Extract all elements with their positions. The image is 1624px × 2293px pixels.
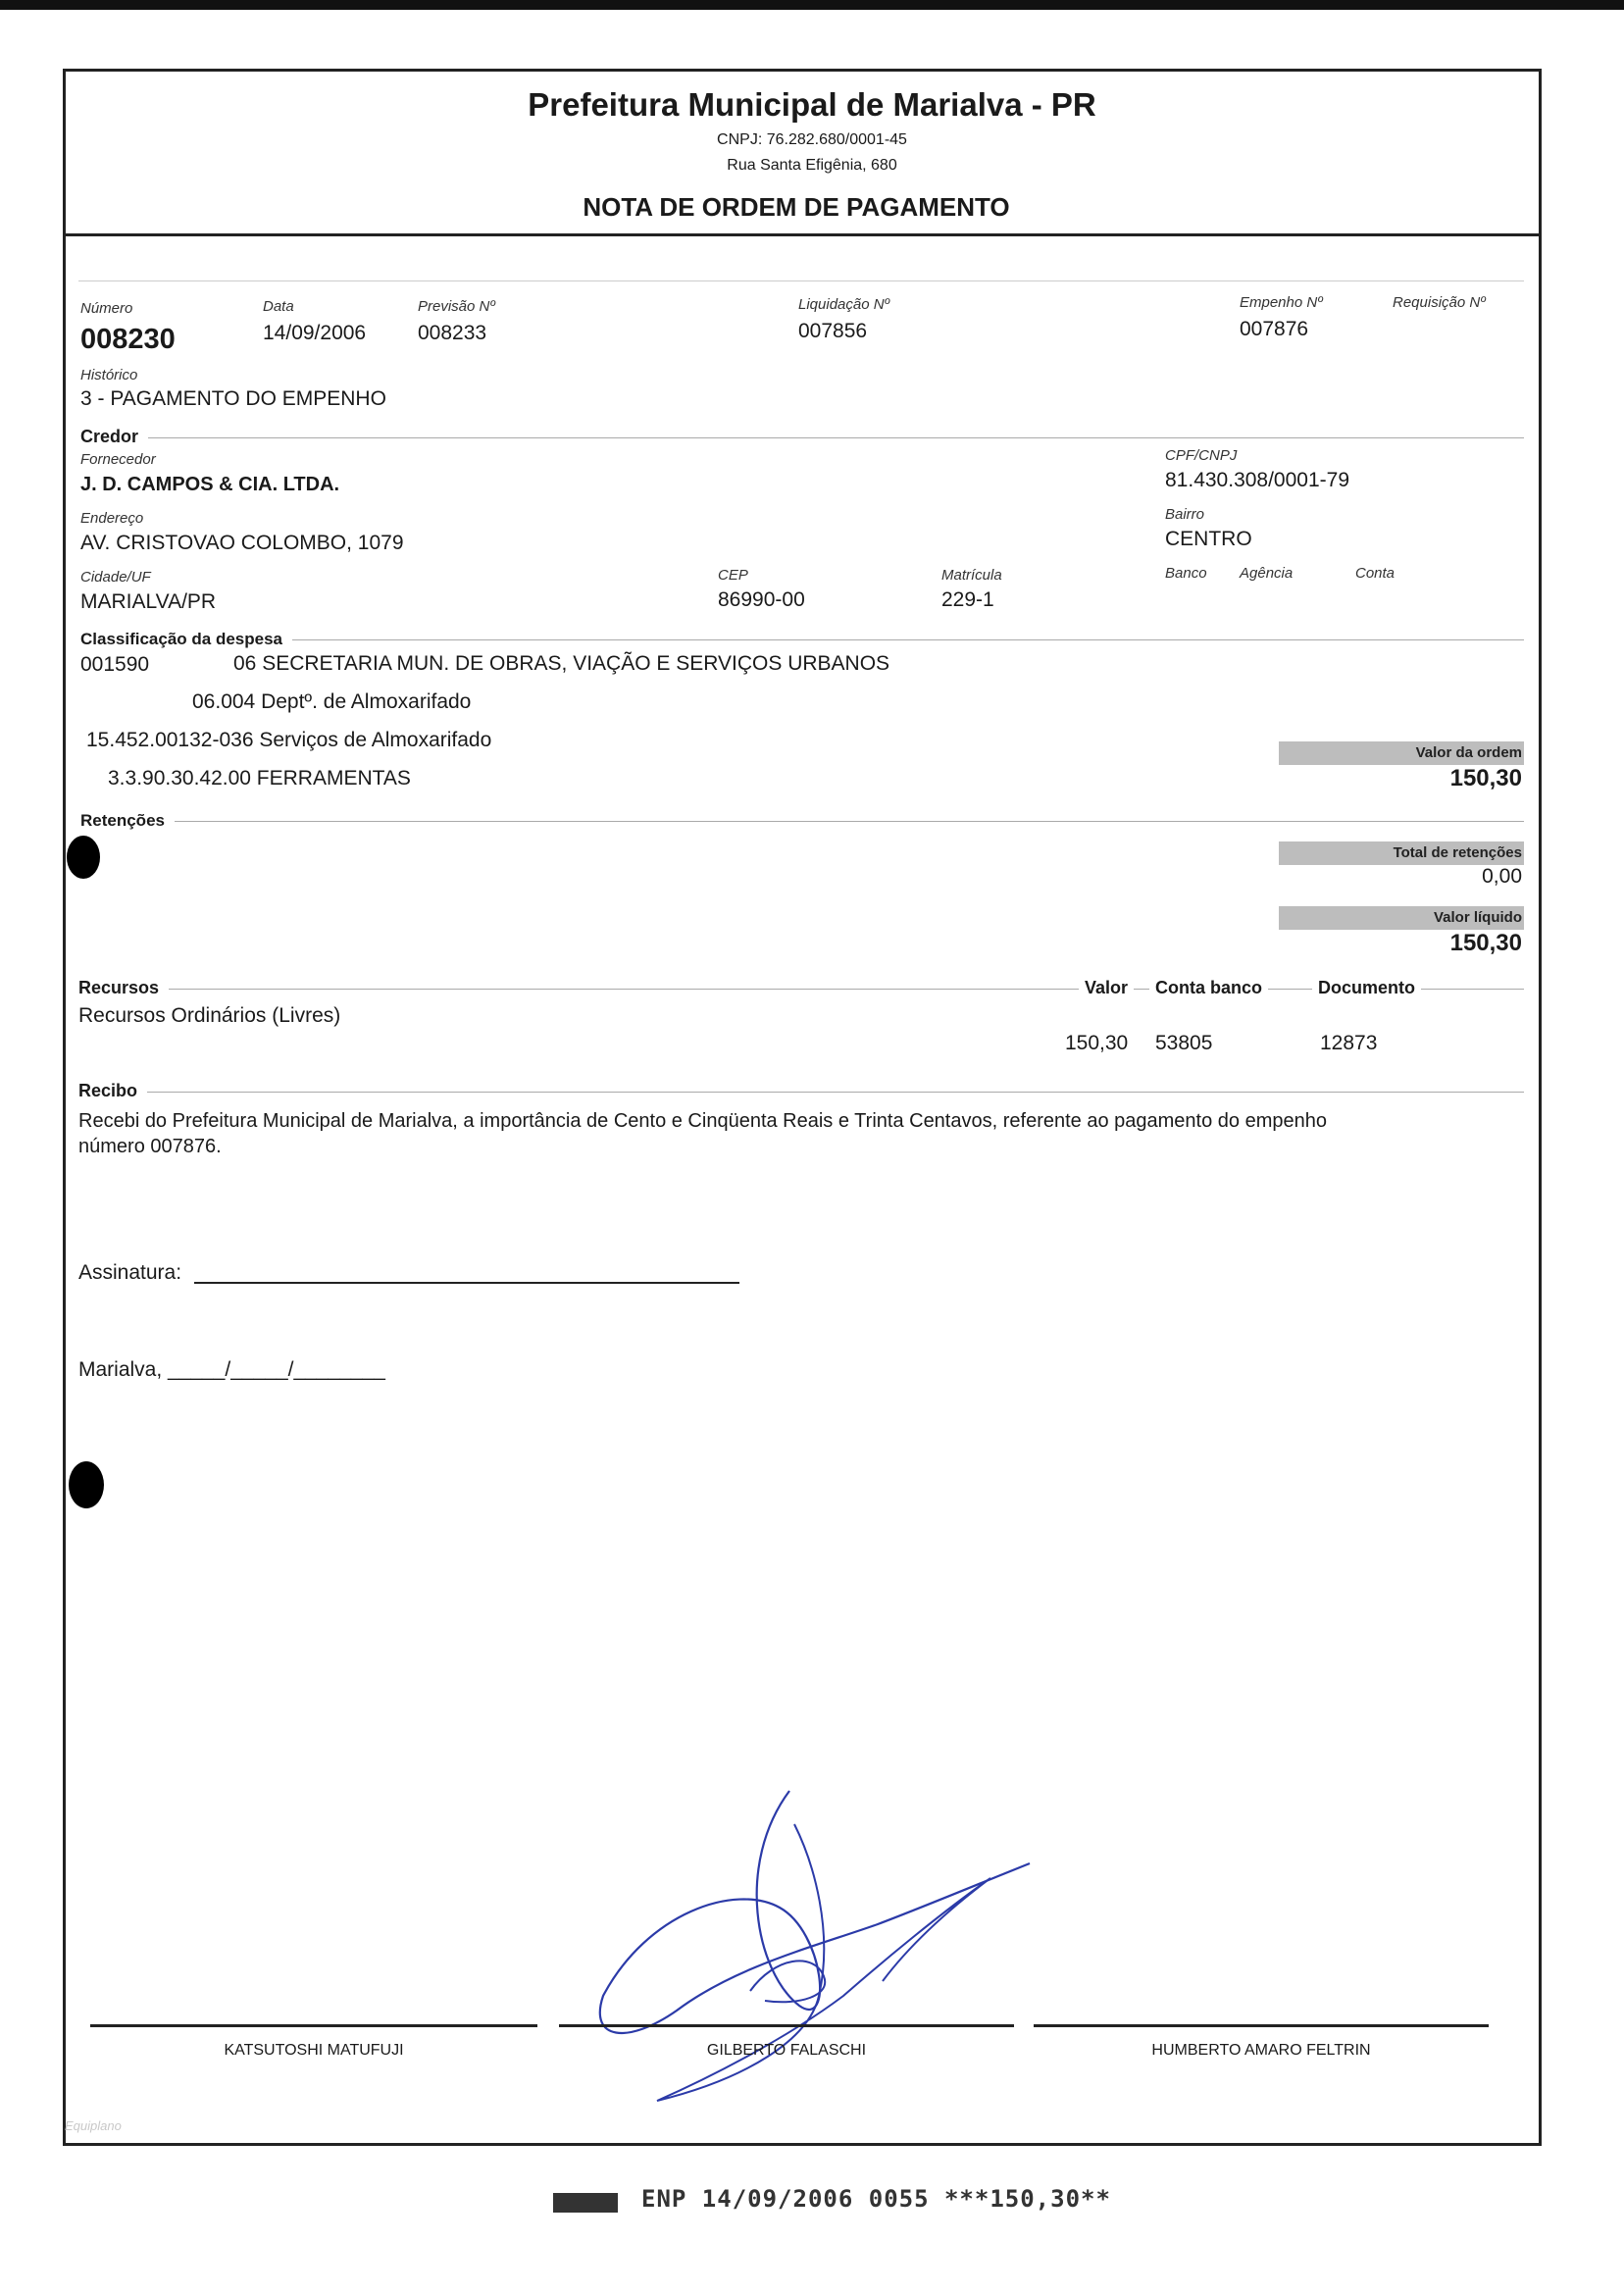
cep-label: CEP — [718, 567, 748, 584]
recibo-text: Recebi do Prefeitura Municipal de Marialva, a importância de Cento e Cinqüenta Reais e Trinta Centavos, referente ao pagamento do empenho — [78, 1110, 1327, 1132]
endereco-label: Endereço — [80, 510, 144, 527]
signature-line-1 — [90, 2024, 537, 2027]
scan-top-edge — [0, 0, 1624, 10]
recursos-item: Recursos Ordinários (Livres) — [78, 1004, 341, 1027]
endereco-value: AV. CRISTOVAO COLOMBO, 1079 — [80, 532, 404, 554]
address-text: Rua Santa Efigênia, 680 — [727, 157, 897, 174]
classificacao-programa: 15.452.00132-036 Serviços de Almoxarifado — [86, 729, 492, 751]
total-retencoes-label: Total de retenções — [1393, 844, 1522, 861]
fornecedor-value: J. D. CAMPOS & CIA. LTDA. — [80, 474, 340, 495]
recibo-section-title: Recibo — [78, 1081, 147, 1101]
stamp-mark-icon — [553, 2193, 618, 2213]
valor-ordem-value: 150,30 — [1449, 765, 1522, 791]
total-retencoes-value: 0,00 — [1482, 865, 1522, 888]
retencoes-section-title: Retenções — [80, 811, 175, 831]
cidade-label: Cidade/UF — [80, 569, 151, 586]
agencia-label: Agência — [1240, 565, 1294, 582]
recursos-conta: 53805 — [1155, 1032, 1213, 1054]
recursos-valor-header: Valor — [1079, 978, 1134, 998]
cidade-value: MARIALVA/PR — [80, 590, 217, 613]
empenho-label: Empenho Nº — [1240, 294, 1323, 311]
classificacao-secretaria: 06 SECRETARIA MUN. DE OBRAS, VIAÇÃO E SERVIÇOS URBANOS — [233, 652, 890, 675]
document-title: NOTA DE ORDEM DE PAGAMENTO — [583, 192, 1010, 222]
signature-line-3 — [1034, 2024, 1489, 2027]
cpf-label: CPF/CNPJ — [1165, 447, 1238, 464]
previsao-label: Previsão Nº — [418, 298, 495, 315]
liquidacao-label: Liquidação Nº — [798, 296, 890, 313]
classificacao-section-title: Classificação da despesa — [80, 630, 292, 649]
previsao-value: 008233 — [418, 322, 487, 344]
numero-label: Número — [80, 300, 133, 317]
historico-value: 3 - PAGAMENTO DO EMPENHO — [80, 387, 386, 410]
bairro-label: Bairro — [1165, 506, 1205, 523]
recursos-documento-header: Documento — [1312, 978, 1421, 998]
empenho-value: 007876 — [1240, 318, 1309, 340]
fornecedor-label: Fornecedor — [80, 451, 156, 468]
classificacao-code: 001590 — [80, 653, 150, 676]
recursos-valor: 150,30 — [1065, 1032, 1129, 1054]
signatory-1: KATSUTOSHI MATUFUJI — [224, 2042, 404, 2059]
punch-hole-mark — [69, 1461, 104, 1508]
signatory-2: GILBERTO FALASCHI — [706, 2042, 867, 2059]
top-rule — [78, 280, 1524, 281]
recursos-section-title: Recursos — [78, 978, 169, 998]
retencoes-rule — [80, 821, 1524, 822]
bank-stamp-text: ENP 14/09/2006 0055 ***150,30** — [641, 2185, 1111, 2213]
assinatura-line — [194, 1282, 739, 1284]
signature-line-2 — [559, 2024, 1014, 2027]
bairro-value: CENTRO — [1165, 528, 1252, 550]
liquidacao-value: 007856 — [798, 320, 868, 342]
recursos-rule — [80, 989, 1524, 990]
recursos-conta-header: Conta banco — [1149, 978, 1268, 998]
conta-label: Conta — [1355, 565, 1396, 582]
cnpj-text: CNPJ: 76.282.680/0001-45 — [717, 131, 907, 148]
signatory-3: HUMBERTO AMARO FELTRIN — [1151, 2042, 1371, 2059]
header-divider — [63, 233, 1542, 236]
recibo-text-continuation: número 007876. — [78, 1136, 222, 1157]
valor-liquido-label: Valor líquido — [1433, 909, 1522, 926]
handwritten-signature — [588, 1785, 1040, 2109]
matricula-value: 229-1 — [941, 588, 994, 611]
numero-value: 008230 — [80, 324, 176, 355]
local-data-line: Marialva, _____/_____/________ — [78, 1358, 385, 1381]
requisicao-label: Requisição Nº — [1393, 294, 1486, 311]
classificacao-elemento: 3.3.90.30.42.00 FERRAMENTAS — [108, 767, 411, 790]
credor-section-title: Credor — [80, 427, 148, 447]
valor-ordem-label: Valor da ordem — [1415, 744, 1522, 761]
watermark: Equiplano — [65, 2118, 122, 2133]
credor-rule — [80, 437, 1524, 438]
assinatura-label: Assinatura: — [78, 1261, 182, 1284]
classificacao-rule — [80, 639, 1524, 640]
bank-stamp — [553, 2185, 1111, 2213]
cep-value: 86990-00 — [718, 588, 805, 611]
recibo-rule — [80, 1092, 1524, 1093]
valor-liquido-value: 150,30 — [1449, 930, 1522, 956]
page-title: Prefeitura Municipal de Marialva - PR — [528, 86, 1096, 123]
data-label: Data — [263, 298, 294, 315]
classificacao-departamento: 06.004 Deptº. de Almoxarifado — [192, 690, 472, 713]
banco-label: Banco — [1165, 565, 1207, 582]
matricula-label: Matrícula — [941, 567, 1002, 584]
data-value: 14/09/2006 — [263, 322, 367, 344]
punch-hole-mark — [67, 836, 100, 879]
recursos-documento: 12873 — [1320, 1032, 1378, 1054]
cpf-value: 81.430.308/0001-79 — [1165, 469, 1350, 491]
historico-label: Histórico — [80, 367, 138, 383]
